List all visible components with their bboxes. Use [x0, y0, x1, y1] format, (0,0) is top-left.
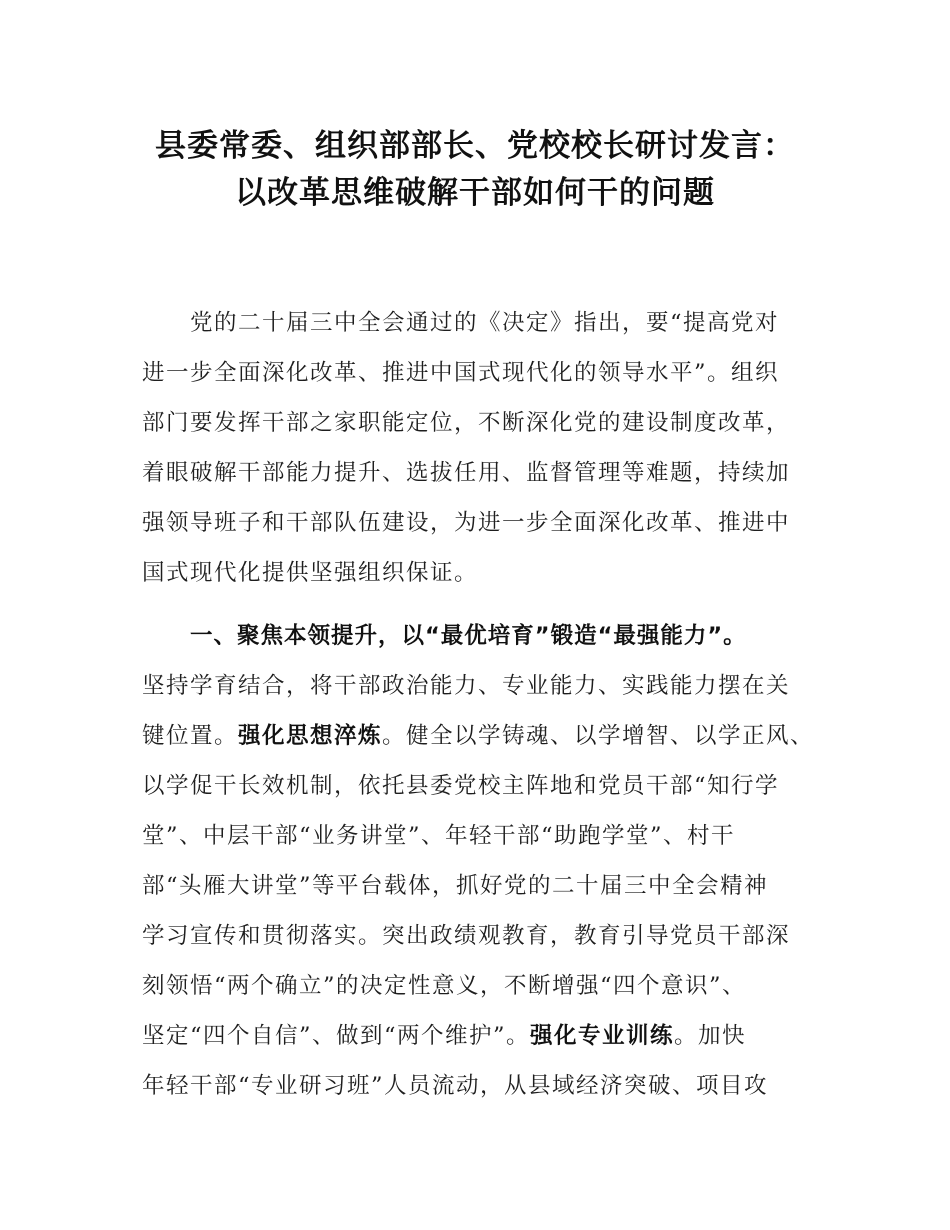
section-1-line: 刻领悟“两个确立”的决定性意义，不断增强“四个意识”、 — [142, 973, 747, 999]
section-1-line: 部“头雁大讲堂”等平台载体，抓好党的二十届三中全会精神 — [142, 873, 769, 899]
section-1-line: 学习宣传和贯彻落实。突出政绩观教育，教育引导党员干部深 — [142, 923, 791, 949]
subheading-thought-tempering: 强化思想淬炼 — [238, 723, 383, 749]
document-title-line-2: 以改革思维破解干部如何干的问题 — [235, 175, 715, 211]
section-1-line — [142, 711, 814, 761]
section-1-text: 坚定“四个自信”、做到“两个维护”。 — [142, 1023, 531, 1049]
section-1-text: 键位置。 — [142, 723, 239, 749]
paragraph-1-line: 进一步全面深化改革、推进中国式现代化的领导水平”。组织 — [142, 360, 780, 386]
subheading-professional-training: 强化专业训练 — [530, 1023, 675, 1049]
paragraph-1-line: 着眼破解干部能力提升、选拔任用、监督管理等难题，持续加 — [142, 460, 791, 486]
paragraph-1-line: 部门要发挥干部之家职能定位，不断深化党的建设制度改革， — [142, 410, 791, 436]
section-1-text: 。健全以学铸魂、以学增智、以学正风、 — [382, 723, 815, 749]
section-1-heading: 一、聚焦本领提升，以“最优培育”锻造“最强能力”。 — [190, 623, 747, 649]
section-1-line: 堂”、中层干部“业务讲堂”、年轻干部“助跑学堂”、村干 — [142, 823, 736, 849]
section-1-text: 。加快 — [674, 1023, 747, 1049]
paragraph-1-line: 党的二十届三中全会通过的《决定》指出，要“提高党对 — [190, 310, 780, 336]
section-1-line: 以学促干长效机制，依托县委党校主阵地和党员干部“知行学 — [142, 773, 780, 799]
section-1-line: 坚持学育结合，将干部政治能力、专业能力、实践能力摆在关 — [142, 673, 791, 699]
paragraph-1-line: 强领导班子和干部队伍建设，为进一步全面深化改革、推进中 — [142, 510, 791, 536]
document-title-line-1: 县委常委、组织部部长、党校校长研讨发言： — [155, 128, 795, 164]
section-1-line: 年轻干部“专业研习班”人员流动，从县域经济突破、项目攻 — [142, 1073, 769, 1099]
section-1-line — [142, 1011, 746, 1061]
paragraph-1-line: 国式现代化提供坚强组织保证。 — [142, 560, 479, 586]
